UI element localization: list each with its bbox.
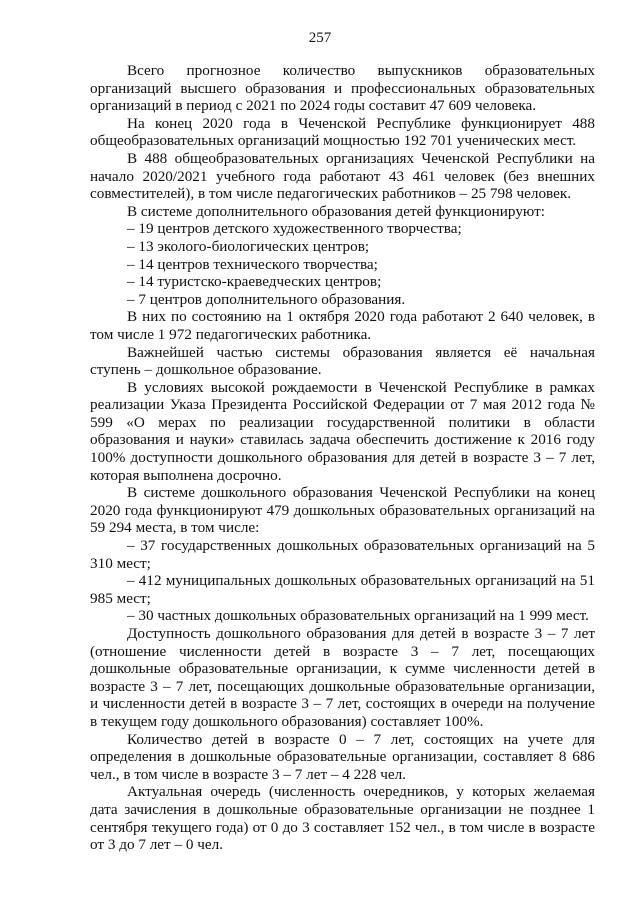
paragraph-preschool-system: В системе дошкольного образования Чеченской Республики на конец 2020 года функционируют 479 дошкольных образовательных организаций на 59 294 места, в том числе: bbox=[90, 484, 595, 537]
paragraph-general-schools-count: На конец 2020 года в Чеченской Республике функционирует 488 общеобразовательных организаций мощностью 192 701 ученических мест. bbox=[90, 114, 595, 150]
page-number: 257 bbox=[308, 30, 332, 46]
paragraph-additional-education-intro: В системе дополнительного образования детей функционируют: bbox=[127, 202, 545, 220]
list-item-additional-education: – 13 эколого-биологических центров; bbox=[127, 237, 370, 255]
document-body bbox=[90, 62, 595, 854]
list-item-additional-education: – 14 туристско-краеведческих центров; bbox=[127, 273, 382, 291]
list-item-preschool: – 37 государственных дошкольных образовательных организаций на 5 310 мест; bbox=[90, 537, 595, 572]
paragraph-presidential-decree: В условиях высокой рождаемости в Чеченской Республике в рамках реализации Указа Президента Российской Федерации от 7 мая 2012 года № 599 «О мерах по реализации государственной политики в области образования и науки» ставилась задача обеспечить достижение к 2016 году 100% доступности дошкольного образования для детей в возрасте 3 – 7 лет, которая выполнена досрочно. bbox=[90, 378, 595, 484]
list-item-preschool: – 30 частных дошкольных образовательных организаций на 1 999 мест. bbox=[127, 607, 589, 625]
list-item-preschool: – 412 муниципальных дошкольных образовательных организаций на 51 985 мест; bbox=[90, 572, 595, 607]
paragraph-additional-education-staff: В них по состоянию на 1 октября 2020 года работают 2 640 человек, в том числе 1 972 педагогических работника. bbox=[90, 308, 595, 343]
paragraph-current-queue: Актуальная очередь (численность очередников, у которых желаемая дата зачисления в дошкольные образовательные организации не позднее 1 сентября текущего года) от 0 до 3 составляет 152 чел., в том числе в возрасте от 3 до 7 лет – 0 чел. bbox=[90, 783, 595, 854]
list-item-additional-education: – 19 центров детского художественного творчества; bbox=[127, 220, 462, 238]
paragraph-children-registered: Количество детей в возрасте 0 – 7 лет, состоящих на учете для определения в дошкольные образовательные организации, составляет 8 686 чел., в том числе в возрасте 3 – 7 лет – 4 228 чел. bbox=[90, 730, 595, 783]
list-item-additional-education: – 14 центров технического творчества; bbox=[127, 255, 378, 273]
paragraph-preschool-accessibility: Доступность дошкольного образования для детей в возрасте 3 – 7 лет (отношение численности детей в возрасте 3 – 7 лет, посещающих дошкольные образовательные организации, к сумме численности детей в возрасте 3 – 7 лет, посещающих дошкольные образовательные организации, и численности детей в возрасте 3 – 7 лет, состоящих в очереди на получение в текущем году дошкольного образования) составляет 100%. bbox=[90, 625, 595, 730]
paragraph-school-staff: В 488 общеобразовательных организациях Чеченской Республики на начало 2020/2021 учебного года работают 43 461 человек (без внешних совместителей), в том числе педагогических работников – 25 798 человек. bbox=[90, 149, 595, 203]
list-item-additional-education: – 7 центров дополнительного образования. bbox=[127, 290, 406, 308]
paragraph-graduates-forecast: Всего прогнозное количество выпускников образовательных организаций высшего образования и профессиональных образовательных организаций в период с 2021 по 2024 годы составит 47 609 человека. bbox=[90, 62, 595, 115]
paragraph-preschool-importance: Важнейшей частью системы образования является её начальная ступень – дошкольное образование. bbox=[90, 343, 595, 379]
